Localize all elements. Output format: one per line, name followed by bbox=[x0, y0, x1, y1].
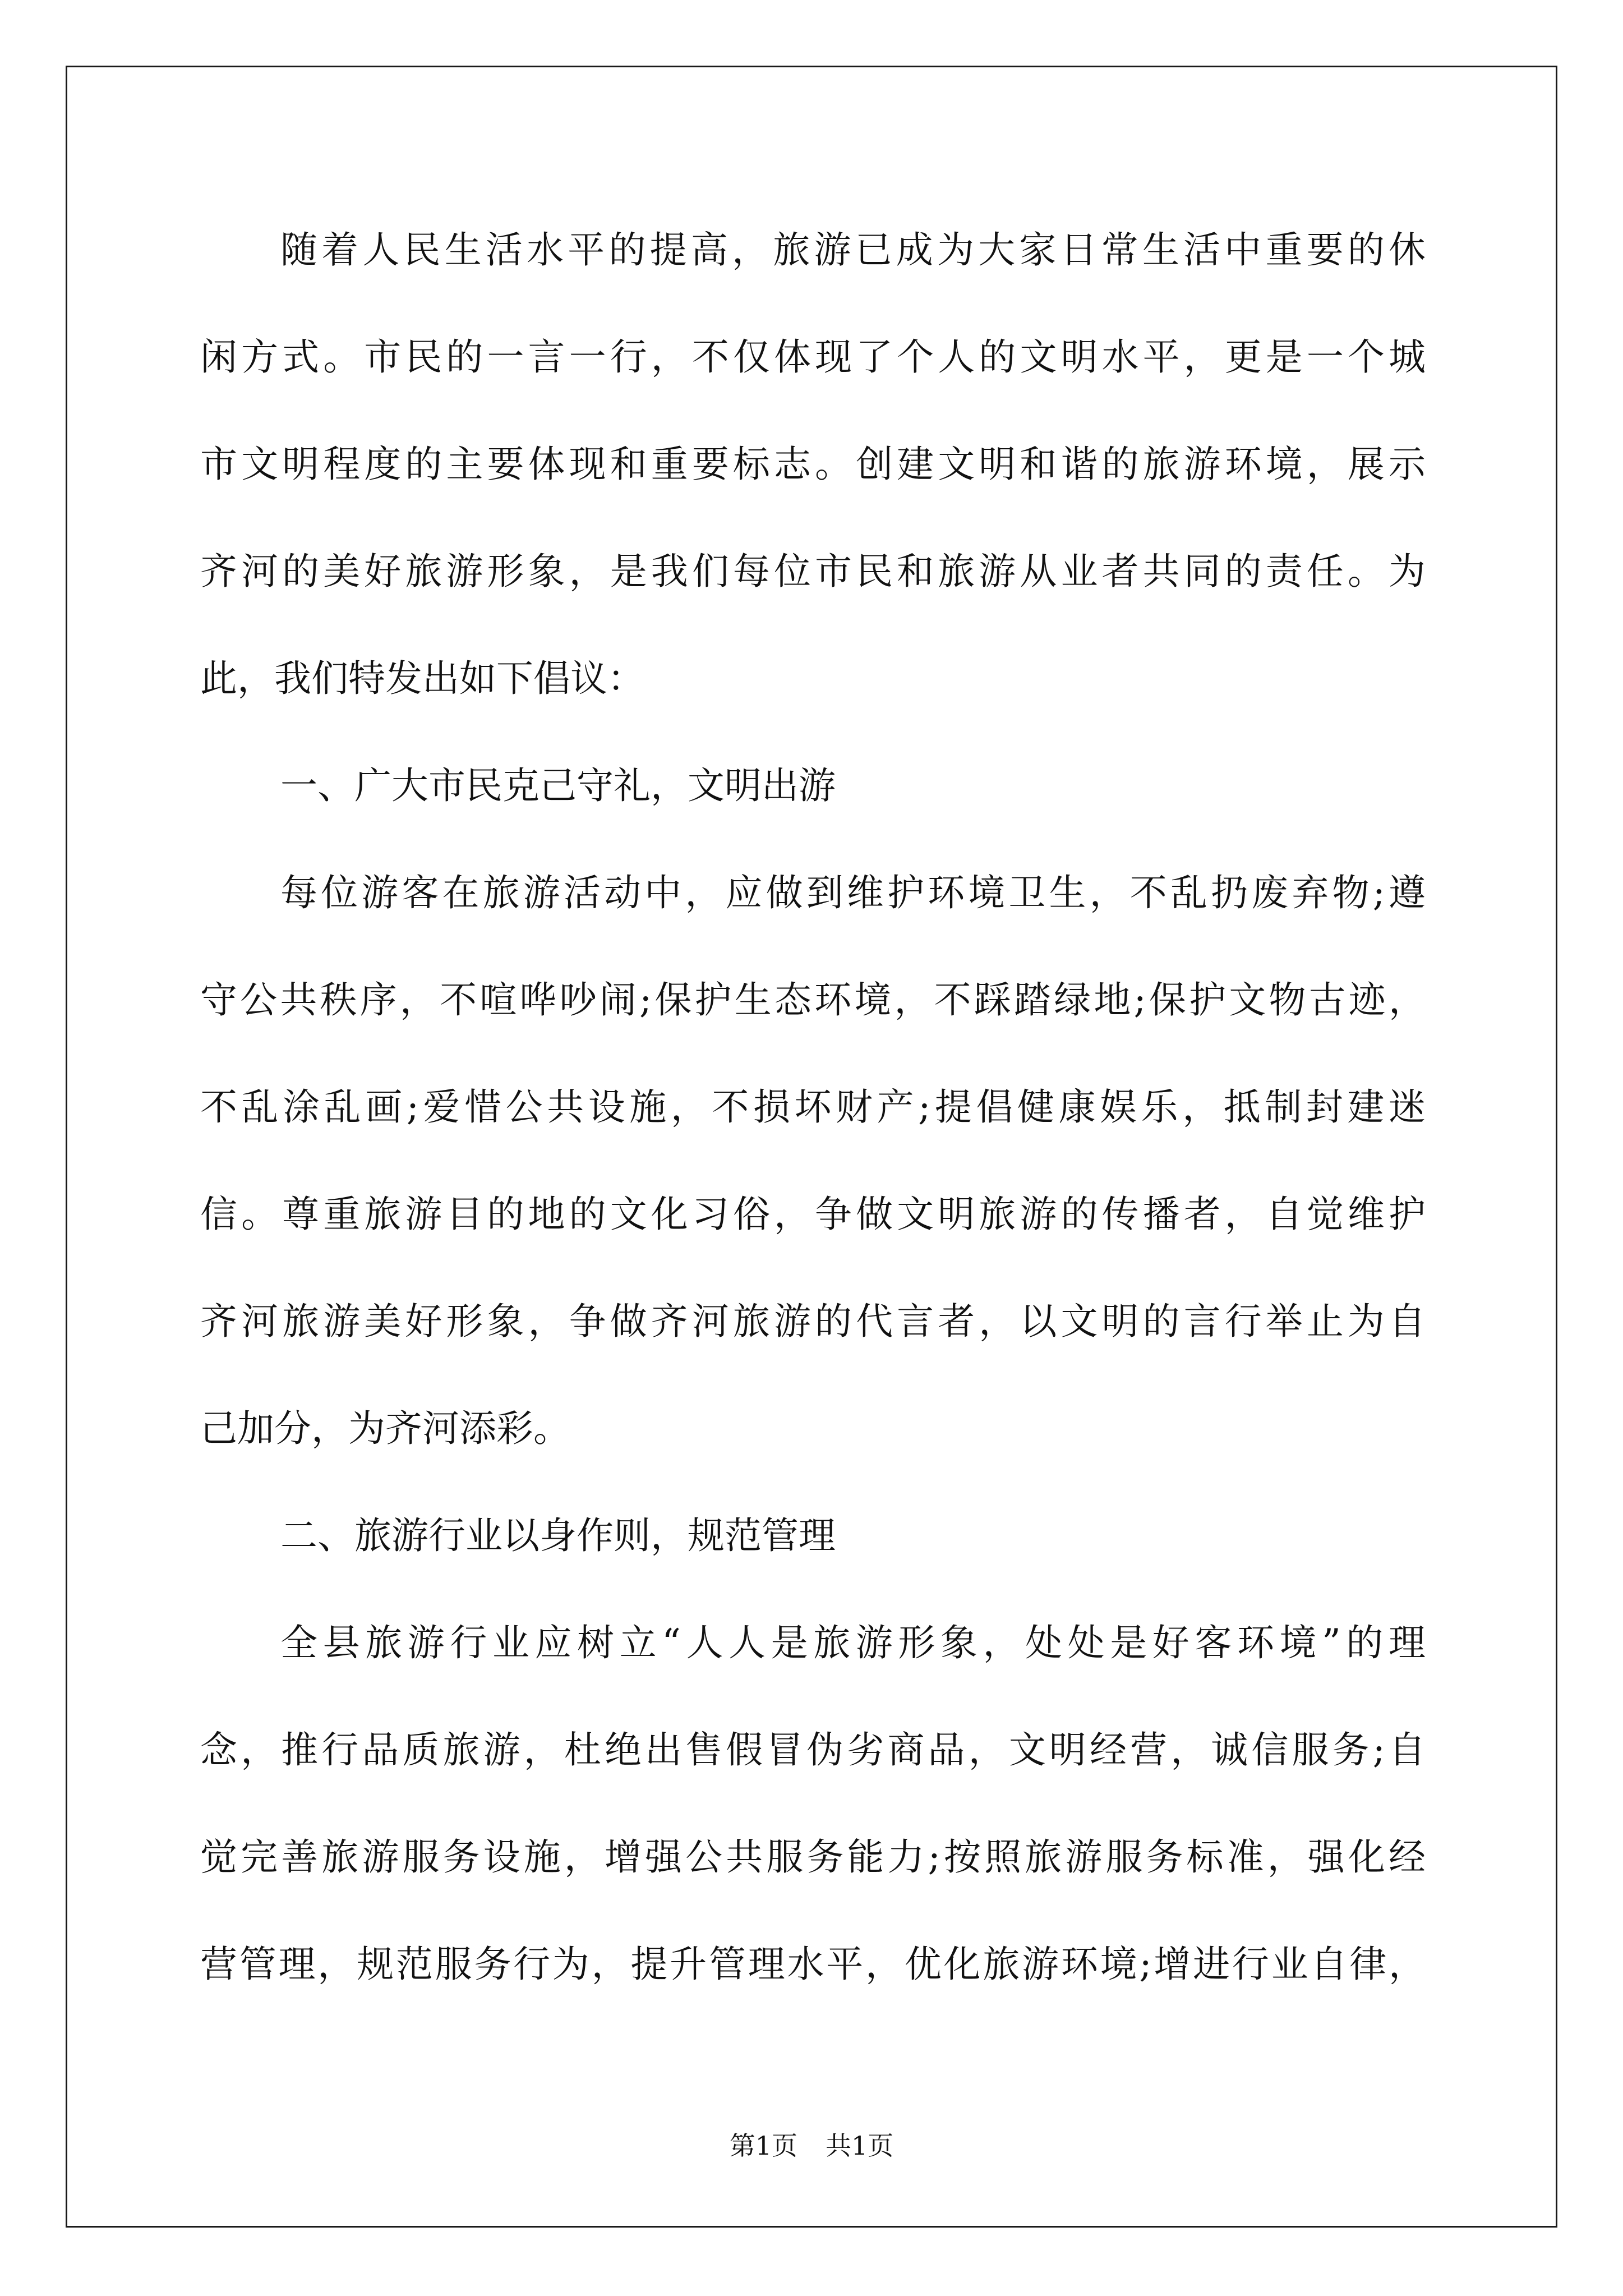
text-line: 市文明程度的主要体现和重要标志。创建文明和谐的旅游环境，展示 bbox=[200, 443, 1426, 486]
text-line: 守公共秩序，不喧哗吵闹;保护生态环境，不踩踏绿地;保护文物古迹， bbox=[200, 978, 1426, 1022]
text-line: 随着人民生活水平的提高，旅游已成为大家日常生活中重要的休 bbox=[280, 228, 1426, 272]
section-heading: 一、广大市民克己守礼，文明出游 bbox=[280, 764, 836, 807]
text-line: 齐河的美好旅游形象，是我们每位市民和旅游从业者共同的责任。为 bbox=[200, 550, 1426, 593]
section-heading: 二、旅游行业以身作则，规范管理 bbox=[280, 1514, 836, 1557]
paragraph-section-2 bbox=[200, 1589, 1426, 2018]
paragraph-intro bbox=[200, 196, 1426, 732]
text-line: 全县旅游行业应树立“人人是旅游形象，处处是好客环境”的理 bbox=[280, 1621, 1426, 1664]
page-total: 共1页 bbox=[826, 2131, 894, 2161]
text-line: 此，我们特发出如下倡议： bbox=[200, 657, 644, 700]
section-2-heading-block bbox=[200, 1482, 1426, 1589]
text-line: 齐河旅游美好形象，争做齐河旅游的代言者，以文明的言行举止为自 bbox=[200, 1300, 1426, 1343]
text-line: 每位游客在旅游活动中，应做到维护环境卫生，不乱扔废弃物;遵 bbox=[280, 871, 1426, 914]
paragraph-section-1 bbox=[200, 839, 1426, 1482]
text-line: 营管理，规范服务行为，提升管理水平，优化旅游环境;增进行业自律， bbox=[200, 1943, 1426, 1986]
text-line: 信。尊重旅游目的地的文化习俗，争做文明旅游的传播者，自觉维护 bbox=[200, 1193, 1426, 1236]
text-line: 闲方式。市民的一言一行，不仅体现了个人的文明水平，更是一个城 bbox=[200, 335, 1426, 379]
section-1-heading-block bbox=[200, 732, 1426, 839]
text-line: 不乱涂乱画;爱惜公共设施，不损坏财产;提倡健康娱乐，抵制封建迷 bbox=[200, 1085, 1426, 1129]
page-footer bbox=[0, 2130, 1623, 2161]
text-line: 己加分，为齐河添彩。 bbox=[200, 1407, 570, 1450]
document-body bbox=[200, 196, 1426, 2018]
text-line: 觉完善旅游服务设施，增强公共服务能力;按照旅游服务标准，强化经 bbox=[200, 1835, 1426, 1879]
text-line: 念，推行品质旅游，杜绝出售假冒伪劣商品，文明经营，诚信服务;自 bbox=[200, 1728, 1426, 1772]
page-number: 第1页 bbox=[729, 2131, 797, 2161]
